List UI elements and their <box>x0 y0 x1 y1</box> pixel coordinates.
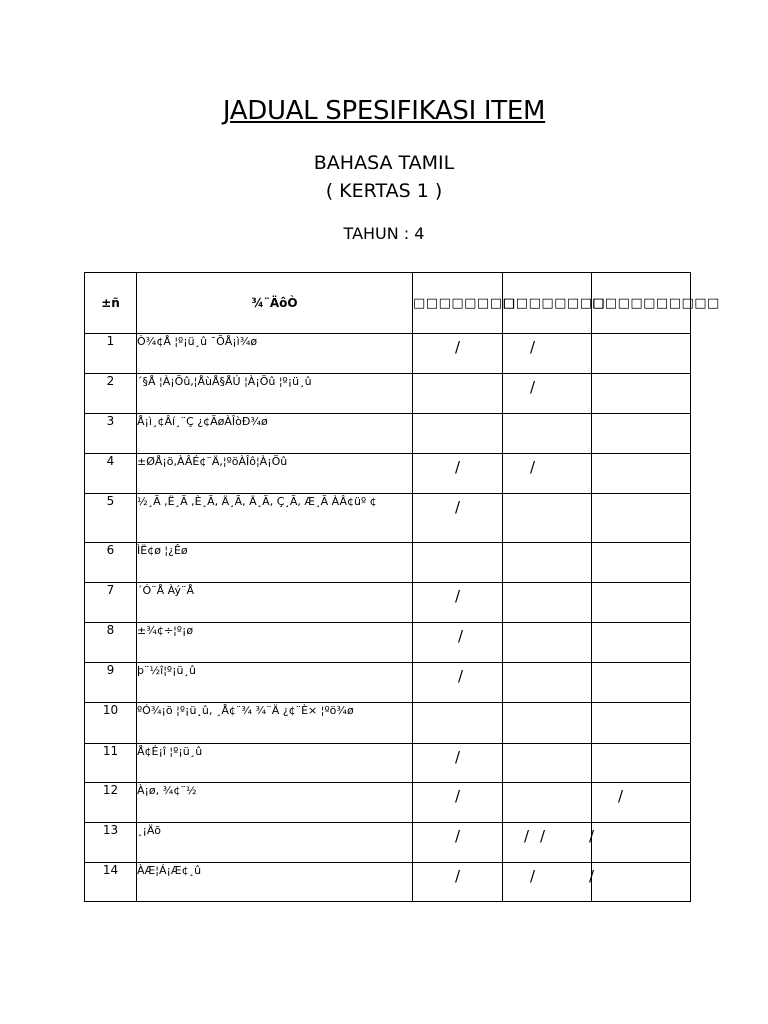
mark-level-a: / <box>458 667 464 685</box>
mark-level-b: / <box>530 867 536 885</box>
table-row <box>85 583 691 623</box>
row-topic: ½¸Ã ,Ë¸Ã ,È¸Ã, Ä¸Ã, Ä¸Ã, Ç¸Ã, Æ¸Ã ÀÂ¢üº ¢ <box>137 494 413 543</box>
row-topic: Å¢É¡î ¦º¡ü¸û <box>137 744 413 783</box>
table-row <box>85 623 691 663</box>
row-topic: ±ØÅ¡ö,ÀÂÉ¢¨Ä,¦ºöÀÎô¦À¡Õû <box>137 454 413 494</box>
table-row <box>85 744 691 783</box>
mark-level-a: / <box>455 498 461 516</box>
row-topic: ´§Å ¦À¡Õû,¦ÅùÅ§ÅÚ ¦À¡Õû ¦º¡ü¸û <box>137 374 413 414</box>
mark-level-c: / <box>618 787 624 805</box>
row-number: 10 <box>85 703 137 744</box>
year-label: TAHUN : 4 <box>343 224 425 243</box>
row-number: 11 <box>85 744 137 783</box>
header-number: ±ñ <box>85 273 137 334</box>
row-topic: Ò¾¢Å ¦º¡ü¸û ¯ÕÅ¡ì¾ø <box>137 334 413 374</box>
mark-level-b-edge: / <box>589 867 595 885</box>
row-topic: ºÓ¾¡ö ¦º¡ü¸û, ¸Å¢¨¾ ¾¨Ä ¿¢¨È× ¦ºö¾ø <box>137 703 413 744</box>
table-header-row <box>85 273 691 334</box>
mark-level-a: / <box>455 338 461 356</box>
table-row <box>85 494 691 543</box>
row-topic: ÌË¢ø ¦¿Êø <box>137 543 413 583</box>
row-number: 4 <box>85 454 137 494</box>
mark-level-a: / <box>455 748 461 766</box>
table-row <box>85 863 691 902</box>
row-topic: ¸¡Äõ <box>137 823 413 863</box>
row-topic: þ¨½î¦º¡ü¸û <box>137 663 413 703</box>
mark-level-b: / <box>530 378 536 396</box>
mark-level-a: / <box>458 627 464 645</box>
mark-level-a: / <box>455 867 461 885</box>
table-row <box>85 334 691 374</box>
header-level-a: □□□□□□□□ <box>413 273 503 334</box>
row-number: 7 <box>85 583 137 623</box>
table-row <box>85 663 691 703</box>
mark-level-a: / <box>455 827 461 845</box>
row-topic: ±¾¢÷¦º¡ø <box>137 623 413 663</box>
row-number: 3 <box>85 414 137 454</box>
row-number: 1 <box>85 334 137 374</box>
subject-title: BAHASA TAMIL <box>313 152 455 174</box>
mark-level-a: / <box>455 587 461 605</box>
table-row <box>85 414 691 454</box>
row-topic: Å¡ì¸¢Âí¸¨Ç ¿¢ÃøÀÎòÐ¾ø <box>137 414 413 454</box>
row-number: 8 <box>85 623 137 663</box>
row-number: 5 <box>85 494 137 543</box>
header-topic: ¾¨ÄôÒ <box>137 273 413 334</box>
row-number: 12 <box>85 783 137 823</box>
mark-level-a: / <box>455 787 461 805</box>
table-row <box>85 543 691 583</box>
table-row <box>85 703 691 744</box>
mark-level-b: / <box>524 827 530 845</box>
row-topic: À¡ø, ¾¢¨½ <box>137 783 413 823</box>
document-title: JADUAL SPESIFIKASI ITEM <box>222 96 546 126</box>
row-number: 2 <box>85 374 137 414</box>
mark-level-a: / <box>455 458 461 476</box>
table-row <box>85 374 691 414</box>
mark-level-b-edge: / <box>589 827 595 845</box>
specification-table <box>84 272 720 902</box>
mark-level-b: / <box>530 458 536 476</box>
header-level-b: □□□□□□□□ <box>503 273 592 334</box>
row-number: 13 <box>85 823 137 863</box>
table-row <box>85 454 691 494</box>
mark-level-b-second: / <box>540 827 546 845</box>
row-number: 9 <box>85 663 137 703</box>
row-topic: ÀÆ¦Á¡Æ¢¸û <box>137 863 413 902</box>
row-number: 6 <box>85 543 137 583</box>
row-topic: ´Ó¨Å Àý¨Å <box>137 583 413 623</box>
mark-level-b: / <box>530 338 536 356</box>
header-level-c: □□□□□□□□□□ <box>592 273 691 334</box>
table-row <box>85 823 691 863</box>
table-row <box>85 783 691 823</box>
paper-label: ( KERTAS 1 ) <box>325 180 443 202</box>
row-number: 14 <box>85 863 137 902</box>
